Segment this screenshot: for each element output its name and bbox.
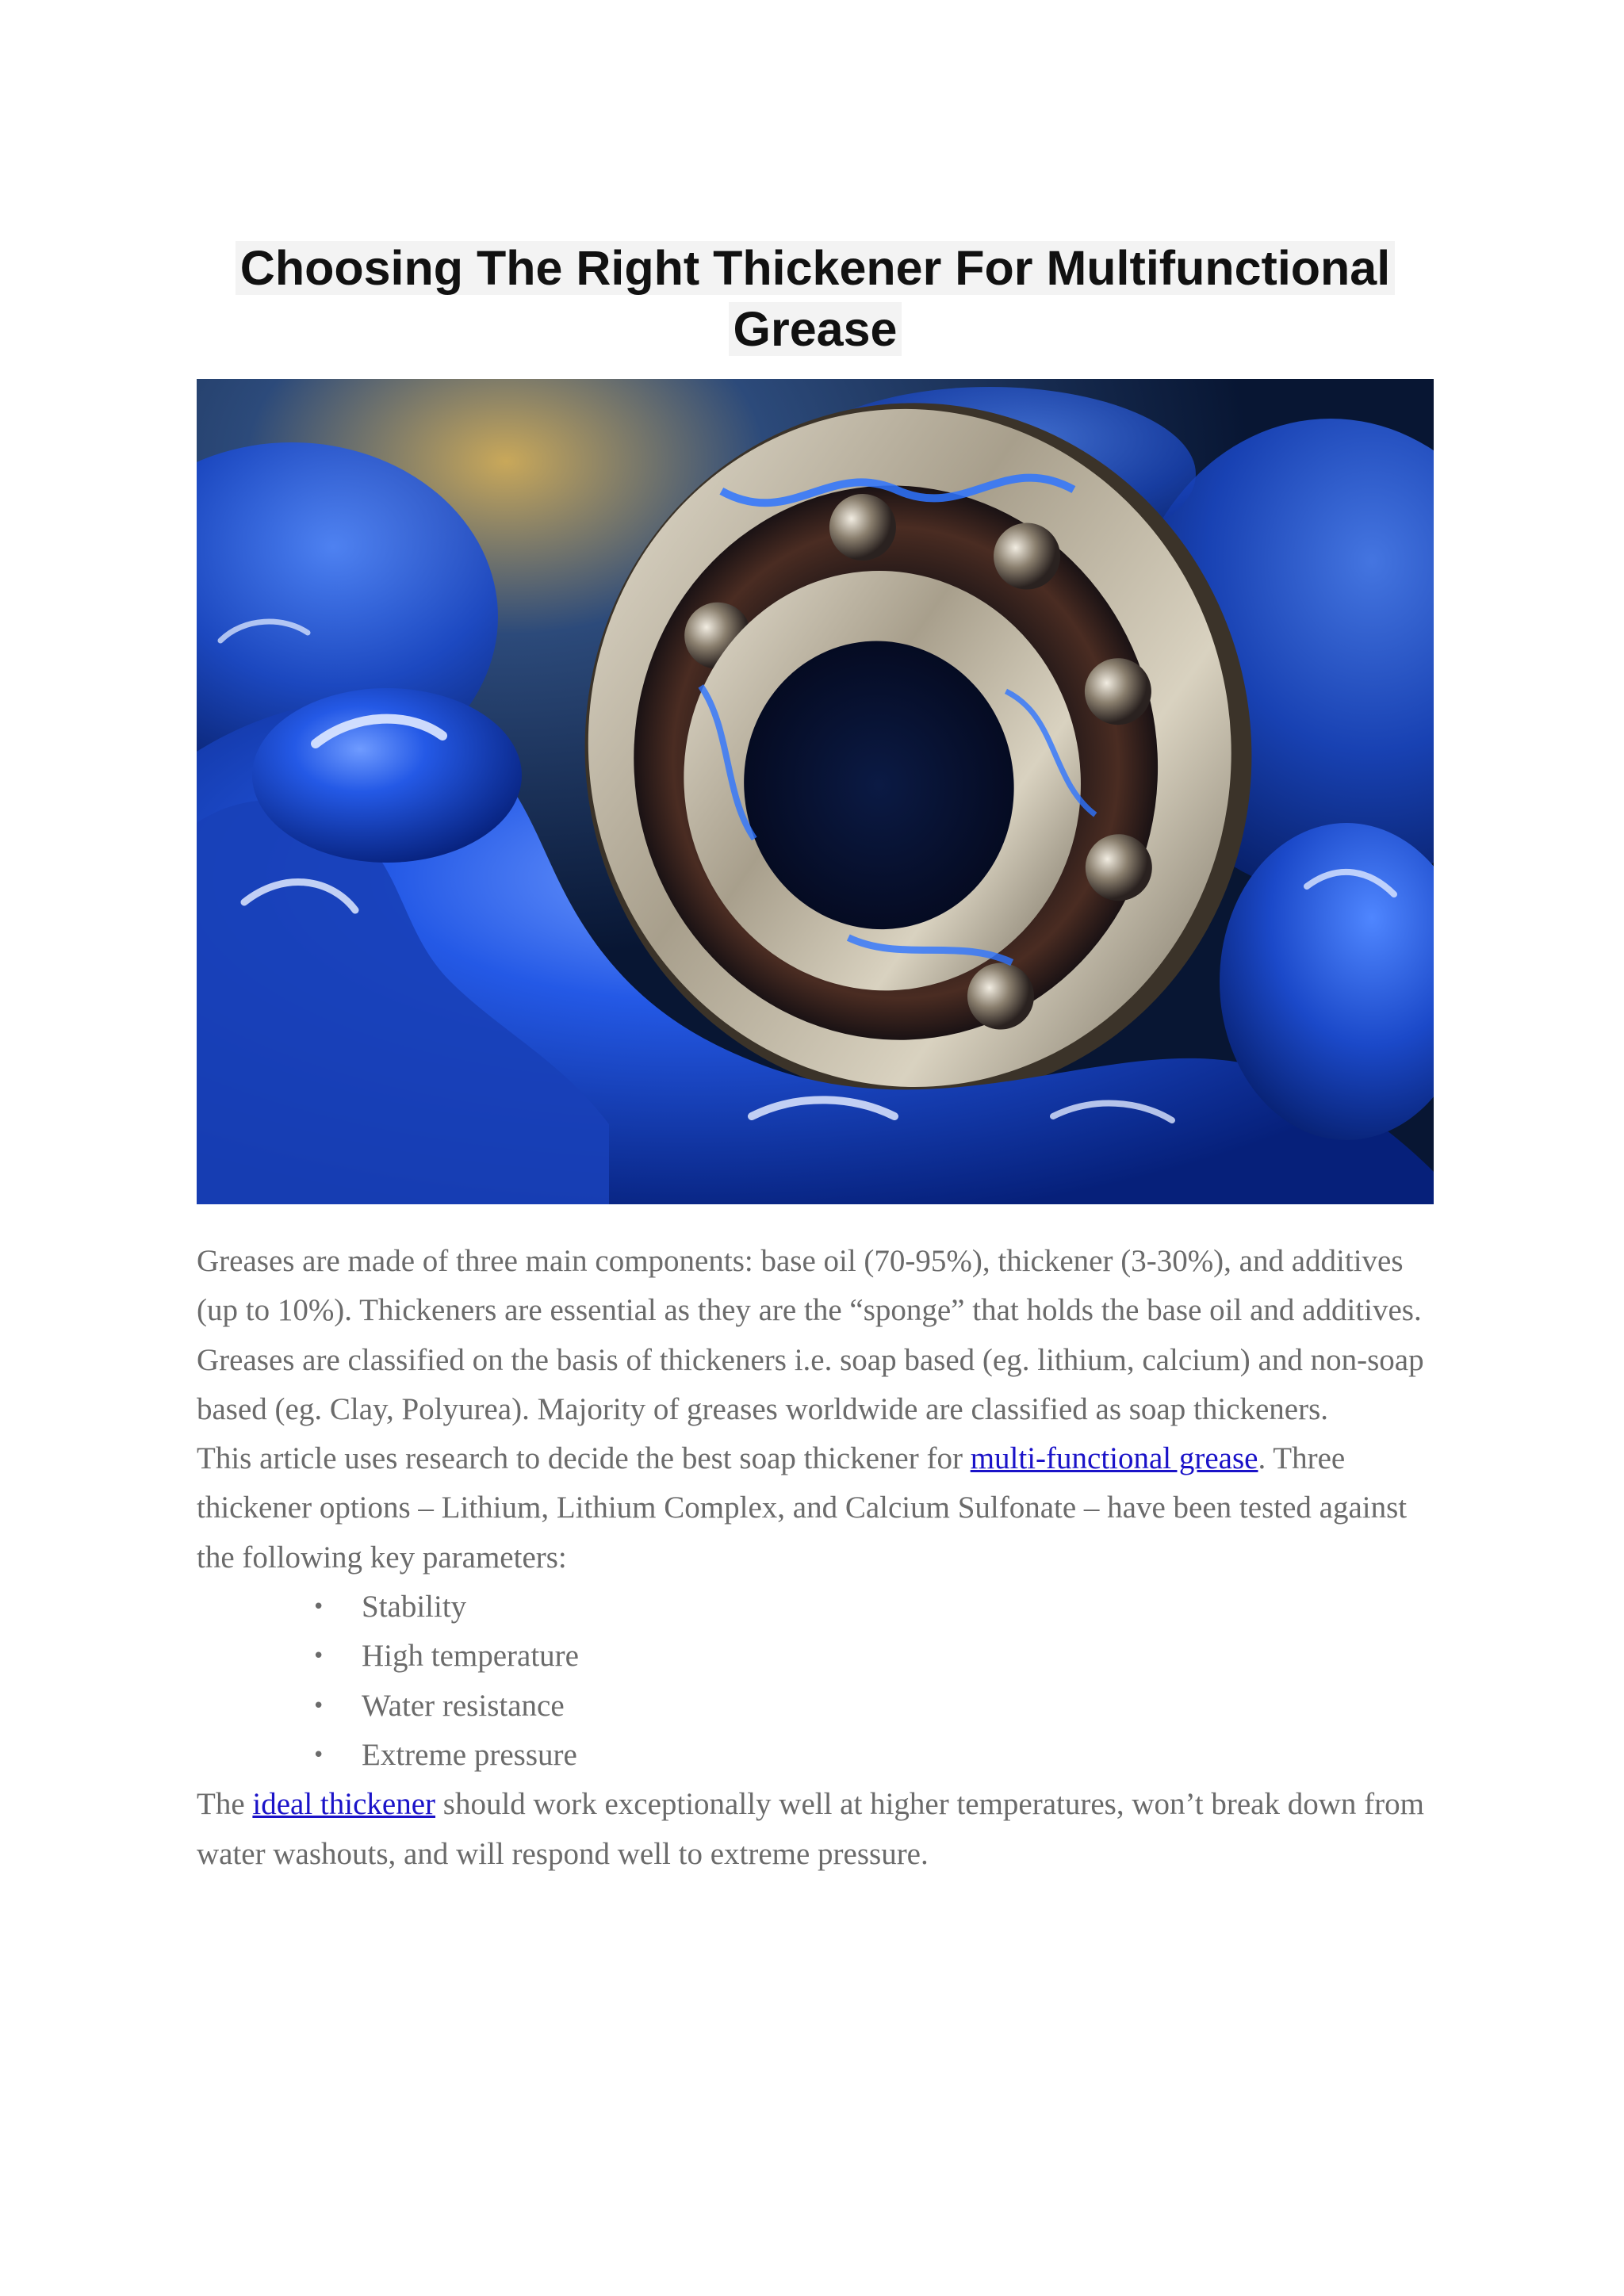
conclusion-paragraph-text: The — [197, 1787, 253, 1822]
list-item-text: Water resistance — [362, 1688, 565, 1723]
bullet-icon: • — [312, 1693, 325, 1718]
page-title — [197, 238, 1434, 360]
list-item-text: High temperature — [362, 1639, 579, 1674]
research-paragraph — [197, 1434, 1442, 1582]
research-paragraph-text-end: . Three thickener options – Lithium, Lithium Complex, and Calcium Sulfonate – have been tested against the following key parameters: — [197, 1441, 1408, 1575]
parameter-list — [197, 1582, 1442, 1780]
bullet-icon: • — [312, 1644, 325, 1669]
conclusion-paragraph — [197, 1780, 1442, 1879]
list-item-text: Stability — [362, 1590, 467, 1624]
bullet-icon: • — [312, 1595, 325, 1620]
research-paragraph-text: This article uses research to decide the best soap thickener for — [197, 1441, 971, 1476]
list-item — [197, 1632, 1442, 1681]
intro-paragraph: Greases are made of three main components: base oil (70-95%), thickener (3-30%), and additives (up to 10%). Thickeners are essential as they are the “sponge” that holds the base oil and additives. Greases are classified on the basis of thickeners i.e. soap based (eg. lithium, calcium) and non-soap based (eg. Clay, Polyurea). Majority of greases worldwide are classified as soap thickeners. — [197, 1244, 1424, 1426]
list-item — [197, 1731, 1442, 1780]
list-item — [197, 1682, 1442, 1731]
list-item-text: Extreme pressure — [362, 1737, 577, 1772]
article-body — [197, 1237, 1442, 1879]
page-title-text: Choosing The Right Thickener For Multifunctional Grease — [236, 241, 1395, 356]
multi-functional-grease-link[interactable]: multi-functional grease — [970, 1441, 1258, 1476]
hero-image — [197, 379, 1434, 1204]
ideal-thickener-link[interactable]: ideal thickener — [252, 1787, 436, 1822]
conclusion-paragraph-text-end: should work exceptionally well at higher temperatures, won’t break down from water washouts, and will respond well to extreme pressure. — [197, 1787, 1424, 1871]
bullet-icon: • — [312, 1743, 325, 1767]
bearing-in-grease-illustration — [197, 379, 1434, 1204]
list-item — [197, 1582, 1442, 1632]
